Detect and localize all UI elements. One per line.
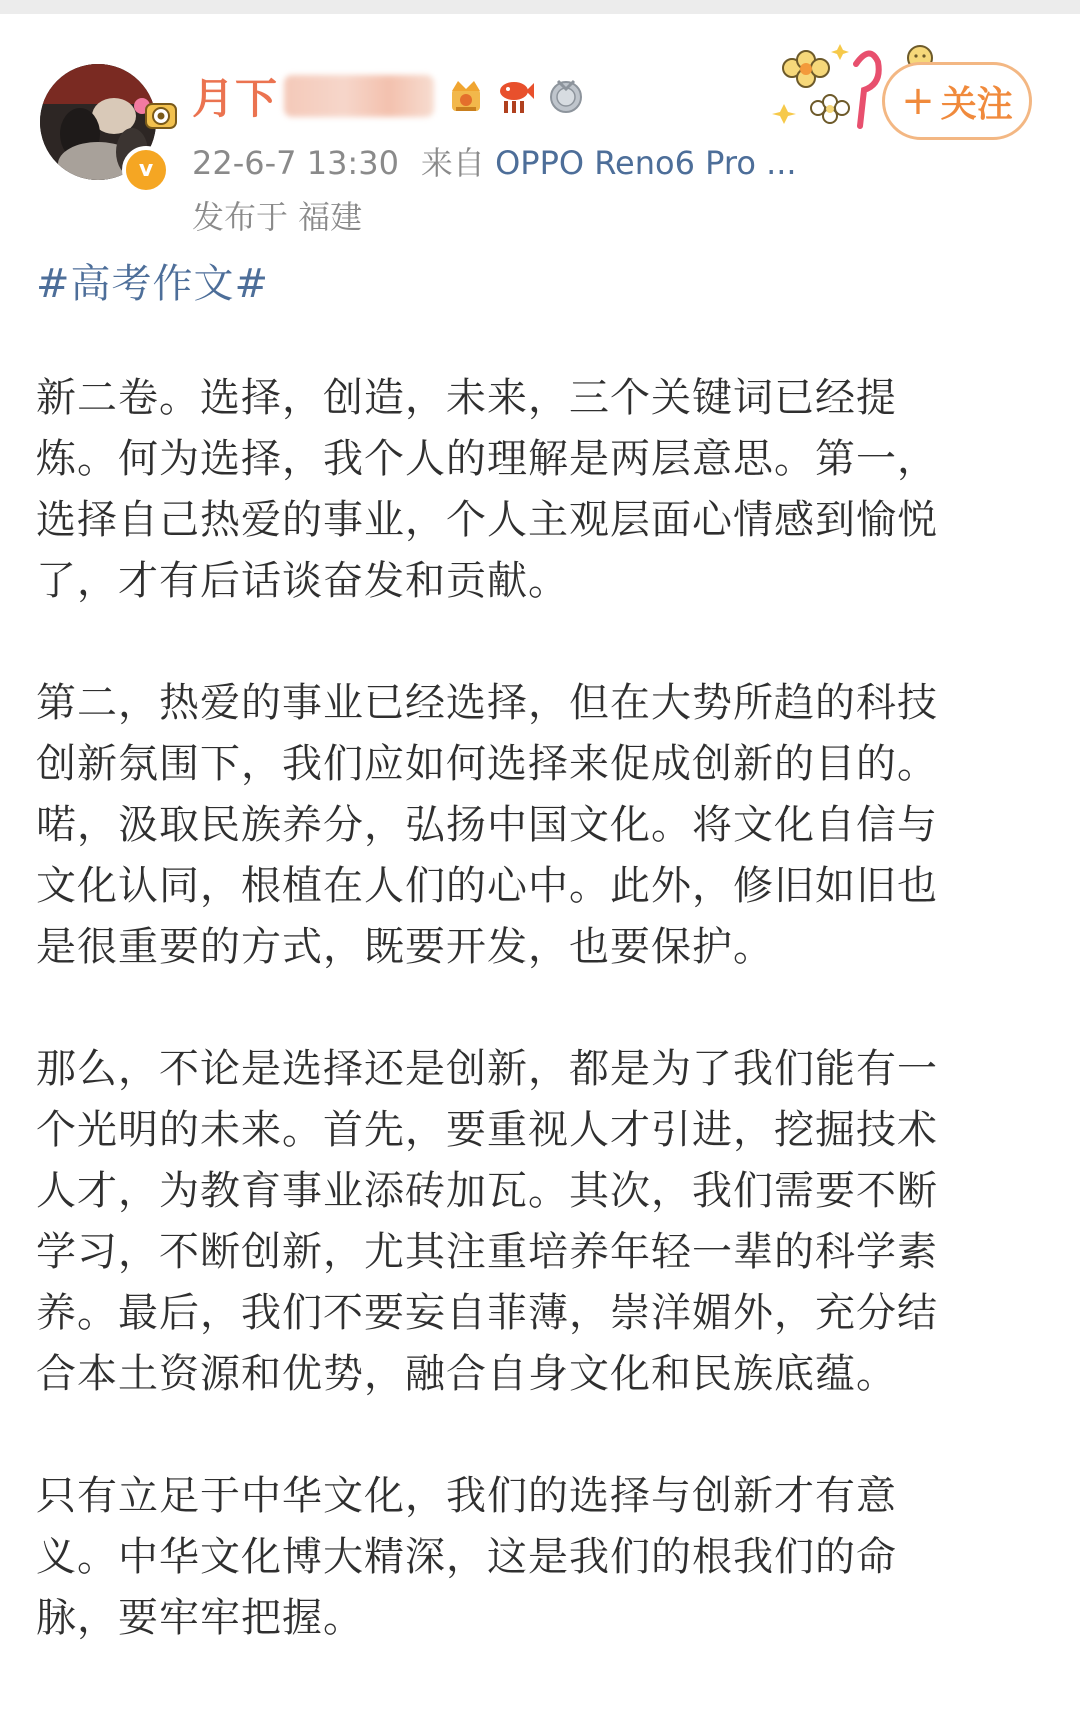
- post-body: [36, 368, 1044, 1710]
- crown-badge-icon[interactable]: [448, 77, 484, 115]
- user-name-row: [192, 66, 584, 126]
- plus-icon: +: [901, 78, 935, 124]
- post-paragraph: 新二卷。选择，创造，未来，三个关键词已经提 炼。何为选择，我个人的理解是两层意思。第一， 选择自己热爱的事业，个人主观层面心情感到愉悦 了，才有后话谈奋发和贡献。: [36, 375, 938, 604]
- medal-badge-icon[interactable]: [548, 77, 584, 115]
- post-paragraph: 那么，不论是选择还是创新，都是为了我们能有一 个光明的未来。首先，要重视人才引进，挖掘技术 人才，为教育事业添砖加瓦。其次，我们需要不断 学习，不断创新，尤其注重培养年轻一辈的科学素 养。最后，我们不要妄自菲薄，崇洋媚外，充分结 合本土资源和优势，融合自身文化和民族底蕴。: [36, 1046, 938, 1397]
- avatar[interactable]: [40, 64, 156, 180]
- post-location: 发布于 福建: [192, 198, 363, 236]
- source-prefix: 来自: [420, 144, 485, 182]
- camera-sticker-icon: [128, 94, 184, 134]
- post-paragraph: 第二，热爱的事业已经选择，但在大势所趋的科技 创新氛围下，我们应如何选择来促成创新的目的。 喏，汲取民族养分，弘扬中国文化。将文化自信与 文化认同，根植在人们的心中。此外，修旧如旧也 是很重要的方式，既要开发，也要保护。: [36, 680, 938, 970]
- verified-badge-icon: v: [122, 146, 170, 194]
- name-blur: [284, 75, 434, 117]
- follow-label: 关注: [940, 83, 1013, 125]
- post-paragraph: 只有立足于中华文化，我们的选择与创新才有意 义。中华文化博大精深，这是我们的根我们的命 脉，要牢牢把握。: [36, 1473, 897, 1641]
- top-strip: [0, 0, 1080, 14]
- hashtag-link[interactable]: #高考作文#: [36, 261, 270, 307]
- post-timestamp: 22-6-7 13:30: [192, 144, 399, 182]
- user-name[interactable]: 月下: [192, 74, 279, 123]
- post-meta: [192, 138, 797, 184]
- post-header: [0, 14, 1080, 236]
- device-source-link[interactable]: OPPO Reno6 Pro ...: [495, 144, 797, 182]
- fish-badge-icon[interactable]: [498, 77, 534, 115]
- follow-button[interactable]: [882, 62, 1032, 140]
